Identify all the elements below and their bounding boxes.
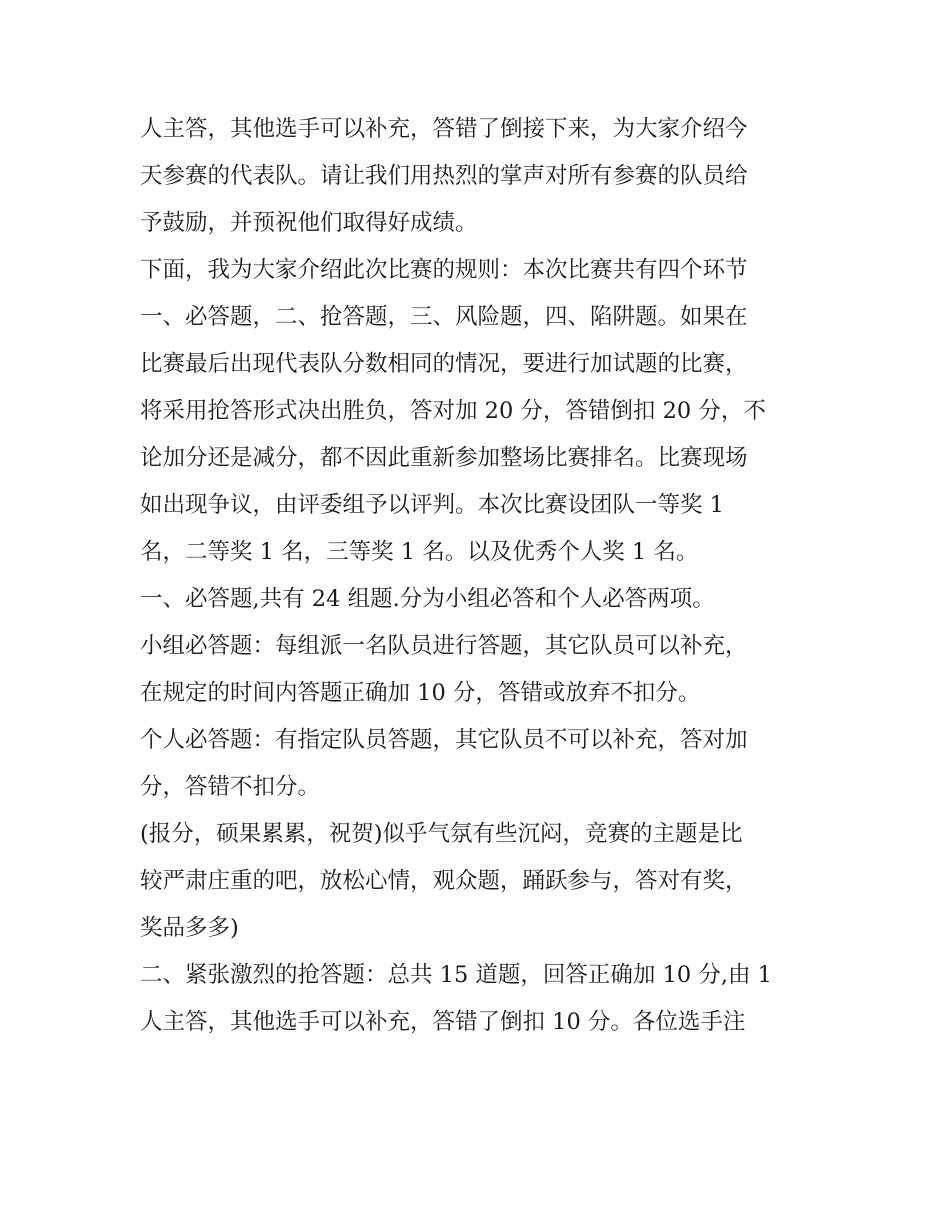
text-line: 较严肃庄重的吧，放松心情，观众题，踊跃参与，答对有奖，: [140, 868, 748, 894]
text-line: 奖品多多): [140, 915, 239, 941]
text-line: 予鼓励，并预祝他们取得好成绩。: [140, 210, 478, 236]
text-line: 小组必答题：每组派一名队员进行答题，其它队员可以补充，: [140, 633, 748, 659]
text-line: 名，二等奖 1 名，三等奖 1 名。以及优秀个人奖 1 名。: [140, 539, 699, 565]
text-line: 在规定的时间内答题正确加 10 分，答错或放弃不扣分。: [140, 680, 701, 706]
text-line: 一、必答题,共有 24 组题.分为小组必答和个人必答两项。: [140, 586, 715, 612]
text-line: 人主答，其他选手可以补充，答错了倒扣 10 分。各位选手注: [140, 1009, 746, 1035]
text-line: 人主答，其他选手可以补充，答错了倒接下来，为大家介绍今: [140, 116, 748, 142]
text-line: 分，答错不扣分。: [140, 774, 321, 800]
text-line: (报分，硕果累累，祝贺)似乎气氛有些沉闷，竞赛的主题是比: [140, 821, 743, 847]
text-line: 下面，我为大家介绍此次比赛的规则：本次比赛共有四个环节: [140, 257, 748, 283]
text-line: 一、必答题，二、抢答题，三、风险题，四、陷阱题。如果在: [140, 304, 748, 330]
document-body: [140, 106, 830, 1046]
text-line: 论加分还是减分，都不因此重新参加整场比赛排名。比赛现场: [140, 445, 748, 471]
text-line: 将采用抢答形式决出胜负，答对加 20 分，答错倒扣 20 分，不: [140, 398, 766, 424]
text-line: 如出现争议，由评委组予以评判。本次比赛设团队一等奖 1: [140, 492, 724, 518]
text-line: 个人必答题：有指定队员答题，其它队员不可以补充，答对加: [140, 727, 748, 753]
text-line: 二、紧张激烈的抢答题：总共 15 道题，回答正确加 10 分,由 1: [140, 962, 772, 988]
text-line: 比赛最后出现代表队分数相同的情况，要进行加试题的比赛，: [140, 351, 748, 377]
text-line: 天参赛的代表队。请让我们用热烈的掌声对所有参赛的队员给: [140, 163, 748, 189]
